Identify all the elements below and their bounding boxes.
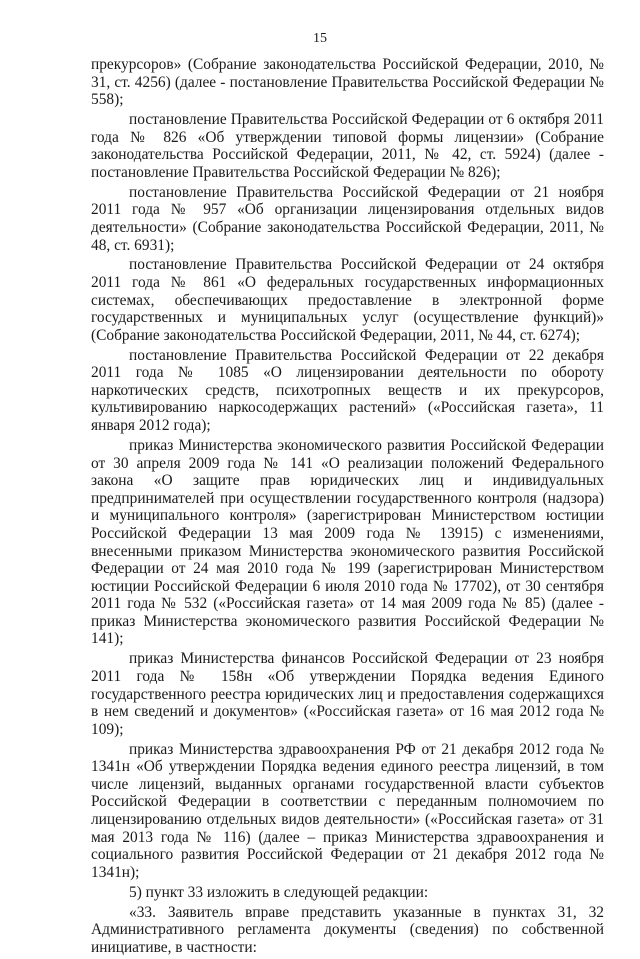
paragraph-decree-1085: постановление Правительства Российской Федерации от 22 декабря 2011 года № 1085 «О лицензировании деятельности по обороту наркотических средств, психотропных веществ и их прекурсоров, культивированию наркосодержащих растений» («Российская газета», 11 января 2012 года); xyxy=(91,346,604,435)
paragraph-continuation: прекурсоров» (Собрание законодательства Российской Федерации, 2010, № 31, ст. 4256) (далее - постановление Правительства Российской Федерации № 558); xyxy=(91,56,604,109)
document-body xyxy=(91,56,604,959)
page-number: 15 xyxy=(313,31,327,46)
paragraph-item-5: 5) пункт 33 изложить в следующей редакции: xyxy=(129,883,429,901)
paragraph-decree-861: постановление Правительства Российской Федерации от 24 октября 2011 года № 861 «О федеральных государственных информационных системах, обеспечивающих предоставление в электронной форме государственных и муниципальных услуг (осуществление функций)» (Собрание законодательства Российской Федерации, 2011, № 44, ст. 6274); xyxy=(91,256,604,344)
paragraph-order-158n: приказ Министерства финансов Российской Федерации от 23 ноября 2011 года № 158н «Об утверждении Порядка ведения Единого государственного реестра юридических лиц и предоставления содержащихся в нем сведений и документов» («Российская газета» от 16 мая 2012 года № 109); xyxy=(91,650,604,738)
paragraph-order-141: приказ Министерства экономического развития Российской Федерации от 30 апреля 2009 года № 141 «О реализации положений Федерального закона «О защите прав юридических лиц и индивидуальных предпринимателей при осуществлении государственного контроля (надзора) и муниципального контроля» (зарегистрирован Министерством юстиции Российской Федерации 13 мая 2009 года № 13915) с изменениями, внесенными приказом Министерства экономического развития Российской Федерации от 24 мая 2010 года № 199 (зарегистрирован Министерством юстиции Российской Федерации 6 июля 2010 года № 17702), от 30 сентября 2011 года № 532 («Российская газета» от 14 мая 2009 года № 85) (далее - приказ Министерства экономического развития Российской Федерации № 141); xyxy=(91,436,604,648)
paragraph-decree-957: постановление Правительства Российской Федерации от 21 ноября 2011 года № 957 «Об организации лицензирования отдельных видов деятельности» (Собрание законодательства Российской Федерации, 2011, № 48, ст. 6931); xyxy=(91,183,604,254)
paragraph-order-1341n: приказ Министерства здравоохранения РФ от 21 декабря 2012 года № 1341н «Об утверждении Порядка ведения единого реестра лицензий, в том числе лицензий, выданных органами государственной власти субъектов Российской Федерации в соответствии с переданным полномочием по лицензированию отдельных видов деятельности» («Российская газета» от 31 мая 2013 года № 116) (далее – приказ Министерства здравоохранения и социального развития Российской Федерации от 21 декабря 2012 года № 1341н); xyxy=(91,740,604,881)
paragraph-clause-33: «33. Заявитель вправе представить указанные в пунктах 31, 32 Административного регламента документы (сведения) по собственной инициативе, в частности: xyxy=(91,903,604,956)
paragraph-decree-826: постановление Правительства Российской Федерации от 6 октября 2011 года № 826 «Об утверждении типовой формы лицензии» (Собрание законодательства Российской Федерации, 2011, № 42, ст. 5924) (далее - постановление Правительства Российской Федерации № 826); xyxy=(91,111,604,181)
